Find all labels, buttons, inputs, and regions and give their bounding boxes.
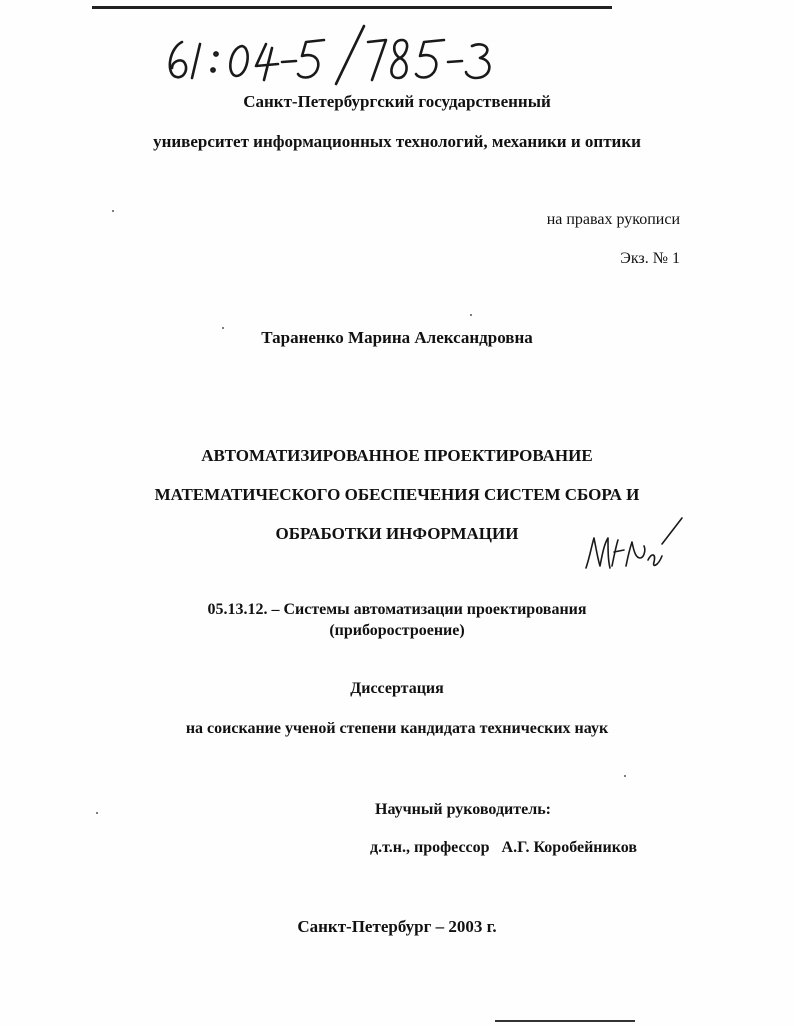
- manuscript-rights: на правах рукописи: [546, 211, 680, 228]
- scan-speck: [470, 314, 472, 316]
- scan-speck: [96, 812, 98, 814]
- thesis-type: Диссертация: [350, 680, 444, 697]
- title-line-1: АВТОМАТИЗИРОВАННОЕ ПРОЕКТИРОВАНИЕ: [201, 446, 593, 465]
- copy-number: Экз. № 1: [620, 250, 680, 267]
- top-edge-line: [92, 6, 612, 9]
- place-and-year: Санкт-Петербург – 2003 г.: [297, 917, 497, 936]
- scan-speck: [112, 210, 114, 212]
- handwritten-archive-code: [160, 18, 500, 88]
- scan-speck: [222, 327, 224, 329]
- scan-speck: [624, 775, 626, 777]
- title-line-2: МАТЕМАТИЧЕСКОГО ОБЕСПЕЧЕНИЯ СИСТЕМ СБОРА И: [154, 485, 640, 504]
- title-line-3: ОБРАБОТКИ ИНФОРМАЦИИ: [275, 524, 519, 543]
- signature: [578, 516, 688, 576]
- bottom-edge-line: [495, 1020, 635, 1022]
- specialty-line-1: 05.13.12. – Системы автоматизации проектирования: [207, 601, 587, 618]
- specialty-line-2: (приборостроение): [329, 622, 465, 639]
- institution-line-2: университет информационных технологий, механики и оптики: [153, 132, 641, 151]
- archive-code-text: [0, 0, 1, 1]
- institution-line-1: Санкт-Петербургский государственный: [243, 92, 551, 111]
- supervisor-label: Научный руководитель:: [375, 801, 551, 818]
- thesis-degree: на соискание ученой степени кандидата технических наук: [185, 720, 609, 737]
- author-name: Тараненко Марина Александровна: [261, 328, 533, 347]
- supervisor-name: д.т.н., профессор А.Г. Коробейников: [370, 839, 637, 856]
